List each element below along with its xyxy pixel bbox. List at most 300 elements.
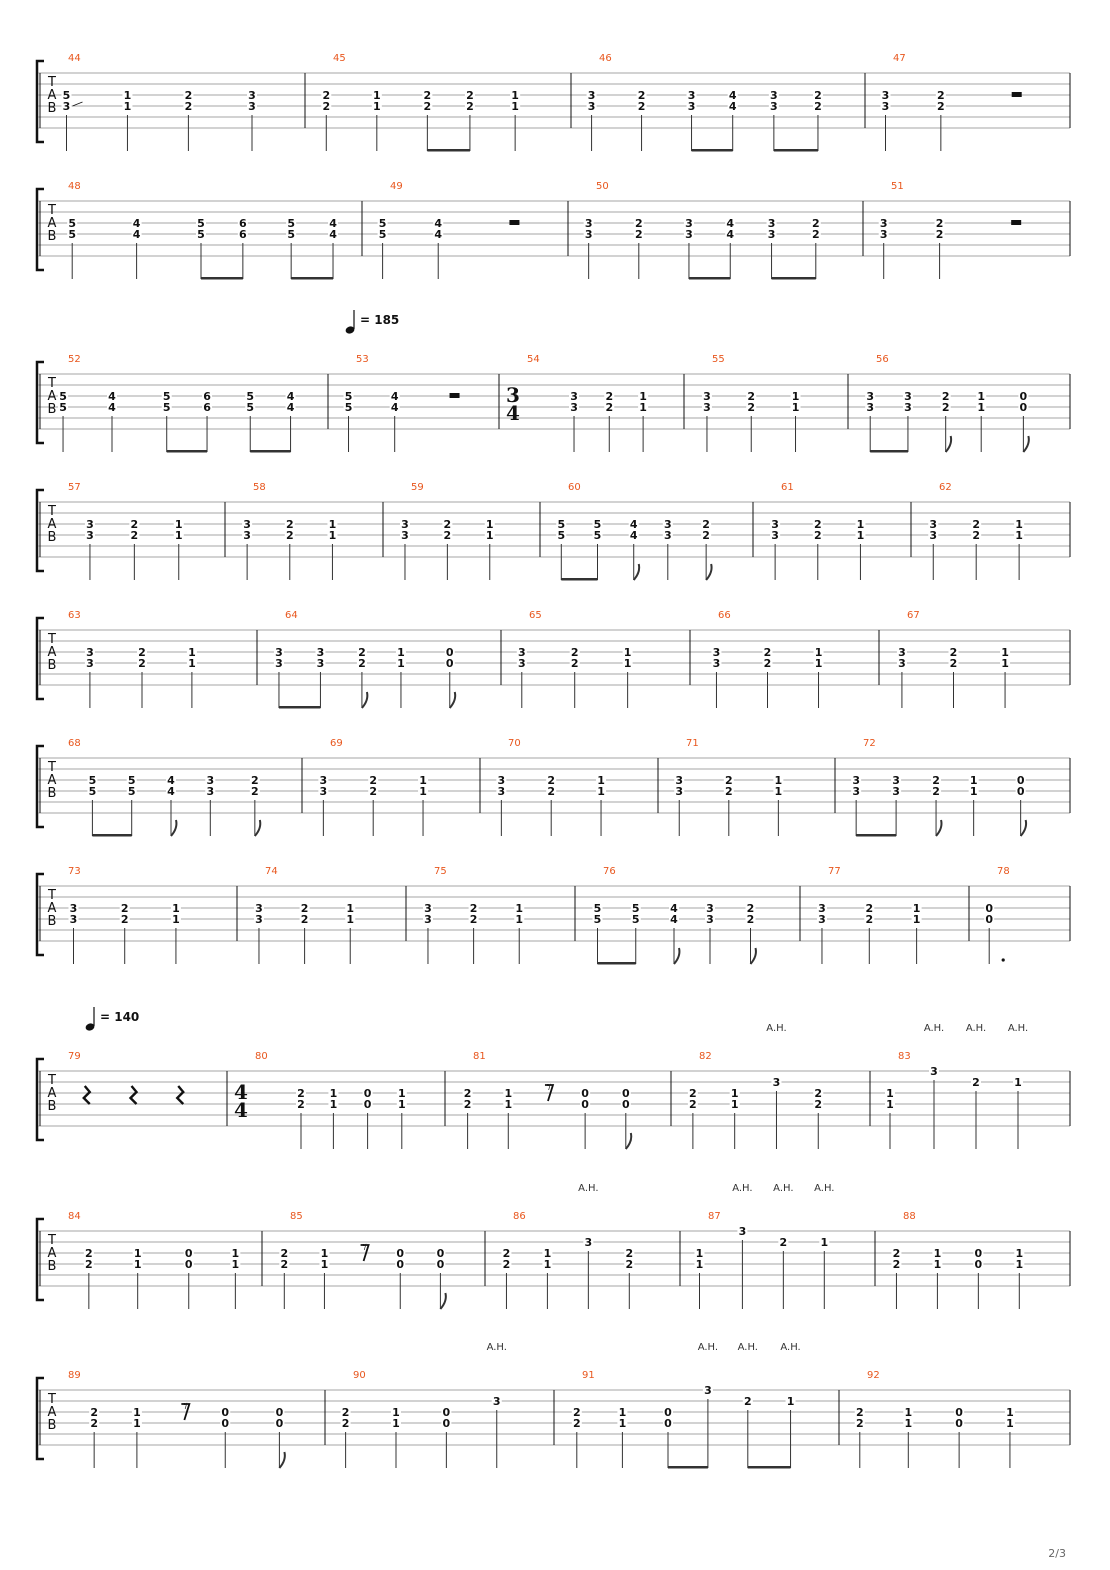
eighth-rest-icon: 𝄾 [182, 1396, 188, 1417]
fret-number: 3 [497, 785, 506, 798]
measure-number: 73 [68, 866, 81, 877]
fret-number: 1 [886, 1098, 894, 1111]
fret-number: 2 [341, 1417, 350, 1430]
fret-number: 2 [120, 902, 129, 915]
fret-number: 1 [511, 89, 519, 102]
note-beam [92, 834, 131, 837]
fret-number: 1 [419, 785, 427, 798]
tab-clef-letter: T [48, 203, 56, 218]
fret-number: 3 [584, 217, 593, 230]
fret-number: 2 [605, 390, 614, 403]
measure-number: 44 [68, 53, 81, 64]
fret-number: 0 [664, 1406, 672, 1419]
tab-system [37, 738, 1070, 837]
note-beam [167, 450, 207, 453]
fret-number: 1 [543, 1258, 552, 1271]
fret-number: 1 [1015, 1258, 1024, 1271]
fret-number: 1 [597, 774, 605, 787]
measure-81 [463, 1051, 632, 1149]
fret-number: 2 [637, 100, 646, 113]
fret-number: 2 [285, 518, 294, 531]
measure-number: 62 [939, 482, 952, 493]
fret-number: 2 [625, 1258, 634, 1271]
fret-number: 2 [746, 902, 755, 915]
fret-number: 0 [1016, 774, 1025, 787]
fret-number: 5 [59, 401, 67, 414]
fret-number: 2 [941, 390, 950, 403]
fret-number: 2 [811, 217, 820, 230]
note-beam [692, 149, 733, 152]
fret-number: 0 [363, 1087, 372, 1100]
measure-number: 63 [68, 610, 81, 621]
note-beam [201, 277, 243, 280]
fret-number: 0 [436, 1247, 445, 1260]
fret-number: 2 [297, 1098, 305, 1111]
fret-number: 0 [581, 1087, 589, 1100]
measure-63 [68, 610, 197, 708]
fret-number: 0 [275, 1406, 284, 1419]
measure-number: 71 [686, 738, 699, 749]
tab-clef-letter: A [47, 645, 57, 660]
tab-clef-letter: T [48, 1073, 56, 1088]
fret-number: 1 [618, 1406, 627, 1419]
fret-number: 0 [974, 1258, 983, 1271]
measure-58 [242, 482, 337, 580]
fret-number: 3 [570, 401, 578, 414]
fret-number: 2 [322, 89, 331, 102]
fret-number: 2 [743, 1395, 752, 1408]
fret-number: 2 [85, 1247, 93, 1260]
tab-clef-letter: B [47, 658, 57, 673]
measure-61 [770, 482, 865, 580]
fret-number: 5 [344, 401, 353, 414]
artificial-harmonic-label: A.H. [773, 1183, 794, 1194]
fret-number: 2 [322, 100, 331, 113]
note-beam [772, 277, 816, 280]
tab-clef-letter: B [47, 1099, 57, 1114]
fret-number: 3 [319, 785, 328, 798]
fret-number: 5 [593, 902, 602, 915]
fret-number: 0 [184, 1258, 193, 1271]
note-beam [774, 149, 818, 152]
fret-number: 6 [203, 401, 211, 414]
fret-number: 3 [703, 401, 711, 414]
eighth-flag [751, 948, 756, 964]
fret-number: 5 [287, 228, 295, 241]
measure-number: 91 [582, 1370, 595, 1381]
fret-number: 4 [390, 390, 399, 403]
fret-number: 1 [392, 1406, 400, 1419]
note-beam [748, 1466, 791, 1469]
fret-number: 0 [1019, 401, 1028, 414]
fret-number: 3 [584, 228, 593, 241]
fret-number: 2 [865, 913, 874, 926]
fret-number: 3 [904, 390, 912, 403]
fret-number: 2 [779, 1236, 788, 1249]
note-beam [856, 834, 896, 837]
fret-number: 2 [130, 518, 139, 531]
fret-number: 2 [138, 657, 146, 670]
fret-number: 1 [791, 390, 800, 403]
fret-number: 1 [397, 1098, 406, 1111]
fret-number: 3 [767, 228, 776, 241]
measure-70 [496, 738, 606, 836]
note-beam [291, 277, 333, 280]
time-signature-bottom: 4 [234, 1098, 248, 1122]
fret-number: 3 [206, 774, 215, 787]
fret-number: 1 [397, 646, 405, 659]
fret-number: 1 [372, 100, 381, 113]
fret-number: 3 [243, 529, 251, 542]
measure-number: 68 [68, 738, 81, 749]
fret-number: 5 [162, 390, 171, 403]
fret-number: 0 [442, 1406, 451, 1419]
fret-number: 2 [300, 902, 309, 915]
fret-number: 2 [855, 1406, 864, 1419]
fret-number: 5 [68, 228, 77, 241]
fret-number: 3 [881, 89, 890, 102]
fret-number: 3 [69, 913, 78, 926]
note-beam [668, 1466, 708, 1469]
measure-59 [400, 482, 495, 580]
fret-number: 2 [689, 1087, 697, 1100]
fret-number: 3 [892, 785, 900, 798]
fret-number: 1 [977, 401, 986, 414]
fret-number: 0 [363, 1098, 372, 1111]
fret-number: 2 [637, 89, 646, 102]
measure-number: 76 [603, 866, 616, 877]
fret-number: 1 [904, 1417, 913, 1430]
fret-number: 5 [378, 228, 387, 241]
fret-number: 2 [932, 774, 940, 787]
fret-number: 2 [251, 774, 259, 787]
measure-75 [423, 866, 524, 964]
measure-78 [984, 866, 1010, 964]
fret-number: 2 [280, 1258, 289, 1271]
measure-47 [881, 53, 1022, 151]
fret-number: 2 [469, 913, 478, 926]
fret-number: 0 [184, 1247, 193, 1260]
fret-number: 5 [246, 401, 255, 414]
eighth-flag [362, 692, 367, 708]
fret-number: 2 [935, 217, 944, 230]
fret-number: 5 [557, 529, 566, 542]
tab-clef-letter: B [47, 402, 57, 417]
fret-number: 4 [728, 89, 737, 102]
measure-number: 46 [599, 53, 612, 64]
fret-number: 0 [442, 1417, 451, 1430]
fret-number: 2 [130, 529, 139, 542]
fret-number: 2 [814, 1087, 823, 1100]
measure-89 [68, 1370, 285, 1468]
measure-62 [928, 482, 1024, 580]
eighth-flag [1023, 436, 1028, 452]
fret-number: 2 [90, 1406, 98, 1419]
fret-number: 5 [127, 785, 136, 798]
fret-number: 3 [570, 390, 578, 403]
fret-number: 1 [511, 100, 519, 113]
measure-85 [279, 1211, 446, 1309]
fret-number: 2 [949, 657, 958, 670]
tab-clef-letter: T [48, 1392, 56, 1407]
fret-number: 3 [424, 902, 432, 915]
fret-number: 3 [685, 217, 693, 230]
measure-55 [702, 354, 801, 452]
fret-number: 2 [502, 1258, 511, 1271]
measure-86 [501, 1183, 634, 1309]
artificial-harmonic-label: A.H. [923, 1023, 945, 1034]
fret-number: 0 [985, 902, 994, 915]
measure-51 [879, 181, 1021, 279]
fret-number: 1 [639, 390, 647, 403]
fret-number: 2 [813, 518, 822, 531]
fret-number: 3 [898, 657, 906, 670]
fret-number: 1 [977, 390, 986, 403]
fret-number: 0 [221, 1417, 230, 1430]
fret-number: 2 [358, 646, 366, 659]
measure-number: 65 [529, 610, 542, 621]
fret-number: 3 [675, 785, 684, 798]
fret-number: 4 [390, 401, 399, 414]
fret-number: 2 [814, 1098, 823, 1111]
tab-clef-letter: A [47, 901, 57, 916]
fret-number: 1 [791, 401, 800, 414]
tab-clef-letter: A [47, 389, 57, 404]
fret-number: 2 [300, 913, 309, 926]
tab-system [37, 866, 1070, 965]
fret-number: 3 [852, 774, 860, 787]
fret-number: 3 [62, 100, 71, 113]
tab-clef-letter: A [47, 88, 57, 103]
note-beam [598, 962, 636, 965]
fret-number: 2 [865, 902, 874, 915]
fret-number: 3 [86, 529, 94, 542]
fret-number: 4 [286, 390, 295, 403]
fret-number: 2 [634, 217, 643, 230]
fret-number: 1 [504, 1098, 513, 1111]
fret-number: 5 [88, 785, 97, 798]
tab-clef-letter: T [48, 504, 56, 519]
fret-number: 5 [287, 217, 295, 230]
tab-clef-letter: T [48, 376, 56, 391]
tab-clef-letter: T [48, 75, 56, 90]
tab-clef-letter: A [47, 1405, 57, 1420]
measure-77 [817, 866, 922, 964]
fret-number: 2 [702, 529, 710, 542]
measure-number: 61 [781, 482, 794, 493]
fret-number: 3 [771, 529, 779, 542]
fret-number: 3 [687, 89, 696, 102]
fret-number: 2 [280, 1247, 289, 1260]
fret-number: 1 [856, 518, 865, 531]
measure-65 [517, 610, 633, 708]
fret-number: 4 [329, 228, 337, 241]
fret-number: 3 [818, 913, 826, 926]
measure-number: 89 [68, 1370, 81, 1381]
fret-number: 2 [625, 1247, 634, 1260]
fret-number: 4 [670, 902, 678, 915]
fret-number: 3 [712, 646, 721, 659]
eighth-flag [706, 564, 711, 580]
fret-number: 1 [123, 100, 132, 113]
fret-number: 5 [631, 913, 640, 926]
fret-number: 3 [892, 774, 900, 787]
measure-number: 79 [68, 1051, 81, 1062]
fret-number: 2 [811, 228, 820, 241]
fret-number: 1 [814, 646, 823, 659]
fret-number: 1 [372, 89, 381, 102]
fret-number: 3 [879, 217, 888, 230]
fret-number: 3 [738, 1225, 747, 1238]
fret-number: 2 [358, 657, 366, 670]
fret-number: 1 [774, 774, 783, 787]
measure-48 [67, 181, 338, 280]
tab-system [37, 610, 1070, 709]
fret-number: 3 [852, 785, 860, 798]
fret-number: 2 [297, 1087, 305, 1100]
fret-number: 3 [881, 100, 890, 113]
measure-90 [341, 1342, 507, 1468]
fret-number: 1 [329, 1098, 338, 1111]
measure-84 [68, 1211, 240, 1309]
tab-clef-letter: B [47, 1418, 57, 1433]
fret-number: 1 [933, 1247, 942, 1260]
measure-number: 51 [891, 181, 904, 192]
fret-number: 2 [570, 646, 579, 659]
measure-number: 85 [290, 1211, 303, 1222]
fret-number: 3 [930, 1065, 938, 1078]
measure-92 [855, 1370, 1015, 1468]
fret-number: 4 [108, 401, 116, 414]
fret-number: 5 [593, 518, 602, 531]
measure-79 [68, 1051, 183, 1104]
fret-number: 2 [763, 657, 772, 670]
tab-clef-letter: A [47, 517, 57, 532]
measure-number: 64 [285, 610, 298, 621]
fret-number: 3 [879, 228, 888, 241]
fret-number: 5 [557, 518, 566, 531]
fret-number: 3 [316, 646, 325, 659]
fret-number: 2 [605, 401, 614, 414]
measure-number: 66 [718, 610, 731, 621]
fret-number: 4 [132, 228, 141, 241]
fret-number: 6 [203, 390, 211, 403]
fret-number: 2 [949, 646, 958, 659]
fret-number: 6 [239, 228, 247, 241]
fret-number: 2 [466, 100, 474, 113]
fret-number: 1 [639, 401, 647, 414]
measure-number: 82 [699, 1051, 712, 1062]
eighth-flag [634, 564, 639, 580]
fret-number: 4 [629, 529, 638, 542]
note-beam [870, 450, 908, 453]
measure-68 [68, 738, 260, 837]
artificial-harmonic-label: A.H. [486, 1342, 507, 1353]
fret-number: 3 [316, 657, 325, 670]
measure-number: 52 [68, 354, 81, 365]
measure-number: 50 [596, 181, 609, 192]
fret-number: 2 [747, 390, 756, 403]
fret-number: 2 [892, 1247, 901, 1260]
fret-number: 2 [443, 518, 452, 531]
measure-71 [674, 738, 783, 836]
fret-number: 3 [255, 913, 263, 926]
fret-number: 2 [724, 774, 733, 787]
fret-number: 0 [974, 1247, 983, 1260]
fret-number: 4 [132, 217, 141, 230]
fret-number: 2 [572, 1406, 581, 1419]
fret-number: 3 [704, 1384, 712, 1397]
measure-number: 72 [863, 738, 876, 749]
fret-number: 3 [206, 785, 215, 798]
measure-87 [695, 1183, 835, 1309]
fret-number: 3 [248, 89, 256, 102]
fret-number: 5 [68, 217, 77, 230]
fret-number: 4 [167, 785, 175, 798]
fret-number: 4 [329, 217, 337, 230]
fret-number: 0 [445, 646, 454, 659]
half-rest-icon [450, 393, 460, 398]
fret-number: 1 [623, 657, 632, 670]
fret-number: 3 [703, 390, 711, 403]
tab-system [37, 1007, 1070, 1149]
eighth-flag [946, 436, 951, 452]
fret-number: 2 [369, 785, 378, 798]
tab-clef-letter: A [47, 1086, 57, 1101]
measure-56 [865, 354, 1029, 453]
eighth-rest-icon: 𝄾 [362, 1237, 367, 1258]
fret-number: 3 [929, 529, 938, 542]
fret-number: 2 [937, 100, 945, 113]
fret-number: 2 [138, 646, 146, 659]
fret-number: 0 [221, 1406, 230, 1419]
page-number: 2/3 [1048, 1547, 1066, 1560]
fret-number: 1 [504, 1087, 513, 1100]
fret-number: 5 [344, 390, 353, 403]
tab-clef-letter: B [47, 1259, 57, 1274]
fret-number: 1 [1015, 529, 1023, 542]
tab-clef-letter: T [48, 888, 56, 903]
fret-number: 3 [687, 100, 696, 113]
artificial-harmonic-label: A.H. [737, 1342, 758, 1353]
fret-number: 1 [730, 1087, 739, 1100]
tab-system [37, 181, 1070, 280]
tab-system [37, 1183, 1070, 1309]
measure-88 [891, 1211, 1024, 1309]
fret-number: 1 [174, 518, 183, 531]
measure-80 [85, 1007, 407, 1149]
tab-clef-letter: B [47, 101, 57, 116]
fret-number: 2 [369, 774, 378, 787]
tab-clef-letter: B [47, 914, 57, 929]
fret-number: 3 [584, 1236, 593, 1249]
half-rest-icon [509, 220, 519, 225]
tab-clef-letter: B [47, 786, 57, 801]
fret-number: 2 [763, 646, 772, 659]
eighth-flag [450, 692, 455, 708]
fret-number: 1 [904, 1406, 913, 1419]
measure-57 [68, 482, 184, 580]
fret-number: 3 [770, 100, 778, 113]
measure-number: 90 [353, 1370, 366, 1381]
measure-46 [587, 53, 823, 152]
fret-number: 3 [255, 902, 263, 915]
fret-number: 3 [497, 774, 506, 787]
fret-number: 1 [774, 785, 783, 798]
fret-number: 3 [771, 518, 779, 531]
fret-number: 3 [663, 518, 672, 531]
fret-number: 2 [746, 913, 755, 926]
